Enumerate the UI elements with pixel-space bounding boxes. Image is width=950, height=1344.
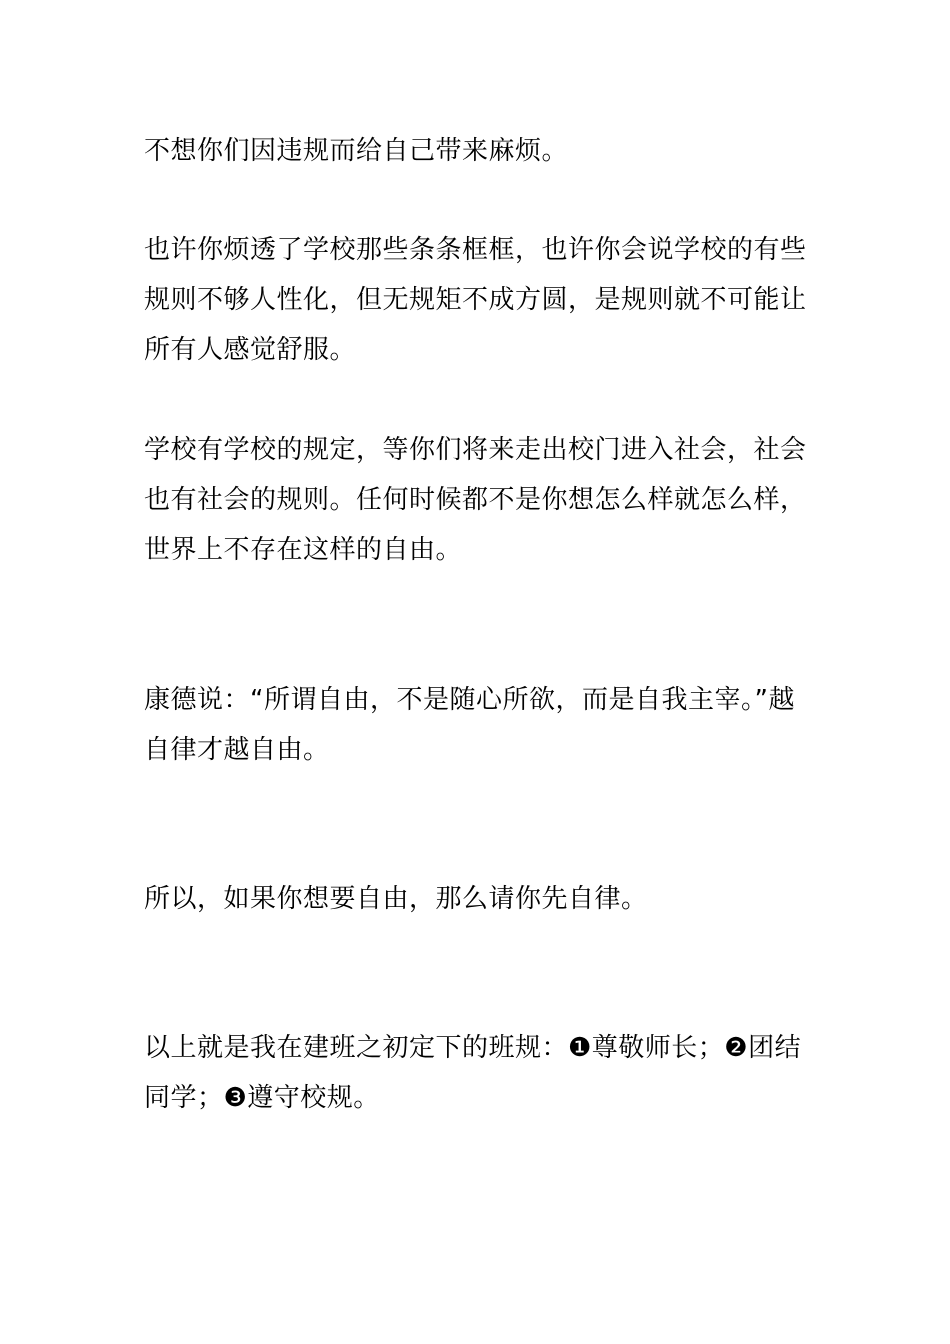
paragraph-school-rules: 也许你烦透了学校那些条条框框，也许你会说学校的有些规则不够人性化，但无规矩不成方圆，是规则就不可能让所有人感觉舒服。 — [144, 235, 807, 365]
paragraph-society-rules: 学校有学校的规定，等你们将来走出校门进入社会，社会也有社会的规则。任何时候都不是你想怎么样就怎么样，世界上不存在这样的自由。 — [144, 435, 807, 565]
paragraph-self-discipline: 所以，如果你想要自由，那么请你先自律。 — [144, 884, 648, 914]
paragraph-trouble: 不想你们因违规而给自己带来麻烦。 — [144, 136, 569, 166]
paragraph-kant-quote: 康德说：“所谓自由，不是随心所欲，而是自我主宰。”越自律才越自由。 — [144, 685, 795, 765]
paragraph-class-rules: 以上就是我在建班之初定下的班规：❶尊敬师长；❷团结同学；❸遵守校规。 — [144, 1033, 802, 1113]
